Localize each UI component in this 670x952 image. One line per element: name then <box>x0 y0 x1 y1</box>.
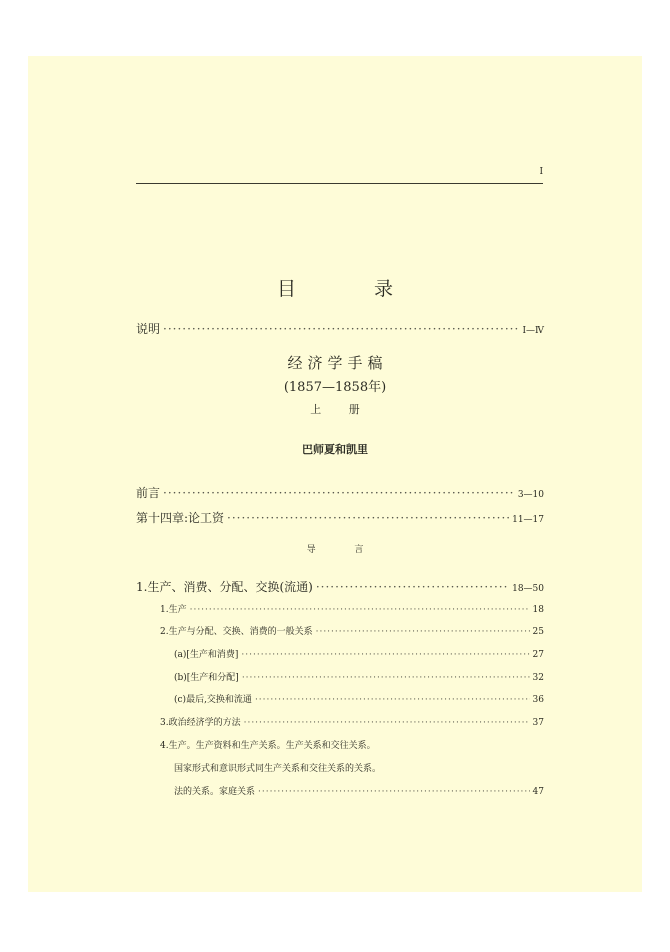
toc-entry-page: 36 <box>532 695 544 705</box>
toc-entry-general-relation[interactable] <box>160 624 544 637</box>
toc-entry-label: 第十四章:论工资 <box>136 511 225 525</box>
section-heading-introduction: 导 言 <box>306 545 382 555</box>
toc-entry-label: (c)最后,交换和流通 <box>174 695 252 705</box>
dot-leader <box>316 580 509 594</box>
toc-entry-chapter-14[interactable] <box>136 509 544 526</box>
toc-entry-label: (a)[生产和消费] <box>174 650 239 660</box>
running-header <box>136 167 543 184</box>
book-title: 经济学手稿 <box>287 354 388 372</box>
book-years: (1857—1858年) <box>283 380 387 395</box>
toc-entry-page: 11—17 <box>512 515 544 525</box>
dot-leader <box>227 511 509 525</box>
toc-entry-production[interactable] <box>160 602 544 615</box>
toc-entry-multiline-line2[interactable]: 国家形式和意识形式同生产关系和交往关系的关系。 <box>174 764 382 774</box>
volume-label: 上 册 <box>310 403 372 416</box>
toc-entry-sub-a[interactable] <box>174 647 544 660</box>
toc-entry-page: 25 <box>532 627 544 637</box>
dot-leader <box>190 605 530 615</box>
toc-entry-page: 47 <box>532 787 544 797</box>
toc-entry-label: 前言 <box>136 486 161 500</box>
toc-entry-label: 3.政治经济学的方法 <box>160 718 241 728</box>
toc-entry-sub-b[interactable] <box>174 670 544 683</box>
toc-entry-explanation[interactable] <box>136 320 544 337</box>
toc-entry-page: 37 <box>532 718 544 728</box>
book-page <box>28 56 642 892</box>
toc-entry-multiline-line3[interactable] <box>174 784 544 797</box>
toc-entry-page: 18 <box>532 605 544 615</box>
toc-entry-foreword[interactable] <box>136 484 544 501</box>
toc-entry-label: 法的关系。家庭关系 <box>174 787 256 797</box>
dot-leader <box>241 650 529 660</box>
dot-leader <box>258 787 530 797</box>
toc-entry-label: (b)[生产和分配] <box>174 673 239 683</box>
dot-leader <box>244 718 530 728</box>
toc-entry-label: 1.生产 <box>160 605 187 615</box>
toc-entry-multiline-line1[interactable]: 4.生产。生产资料和生产关系。生产关系和交往关系。 <box>160 741 376 751</box>
toc-entry-page: 18—50 <box>512 584 544 594</box>
toc-title: 目 录 <box>276 278 430 300</box>
toc-entry-page: 27 <box>532 650 544 660</box>
dot-leader <box>163 322 519 336</box>
toc-entry-page: 32 <box>532 673 544 683</box>
section-subtitle: 巴师夏和凯里 <box>302 443 368 456</box>
toc-entry-label: 说明 <box>136 322 161 336</box>
toc-entry-intro-1[interactable] <box>136 578 544 595</box>
dot-leader <box>242 673 530 683</box>
page-number: I <box>539 167 543 177</box>
toc-entry-page: 3—10 <box>517 490 544 500</box>
toc-entry-method[interactable] <box>160 715 544 728</box>
toc-entry-sub-c[interactable] <box>174 692 544 705</box>
toc-entry-label: 2.生产与分配、交换、消费的一般关系 <box>160 627 313 637</box>
toc-entry-label: 1.生产、消费、分配、交换(流通) <box>136 580 313 594</box>
dot-leader <box>255 695 530 705</box>
toc-entry-page: I—Ⅳ <box>522 326 544 336</box>
dot-leader <box>316 627 530 637</box>
dot-leader <box>163 486 515 500</box>
